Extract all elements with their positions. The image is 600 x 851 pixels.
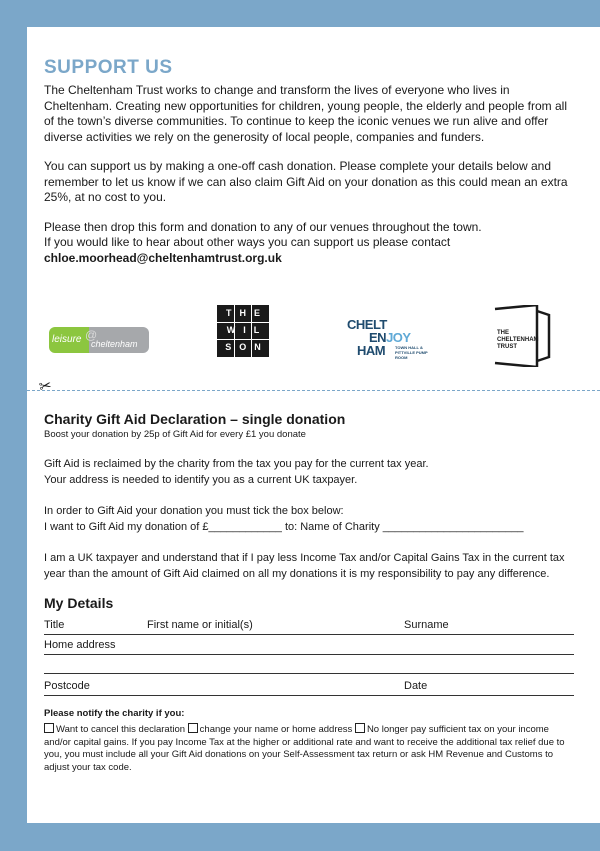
leisure-at-symbol: @	[85, 328, 98, 342]
wilson-row-3: SON	[225, 342, 269, 352]
cancel-declaration-checkbox[interactable]	[44, 723, 54, 733]
insufficient-tax-label: No longer pay sufficient tax on	[366, 724, 495, 735]
declaration-p1-line-a: Gift Aid is reclaimed by the charity from the tax you pay for the current tax year.	[44, 458, 429, 470]
leisure-text: leisure	[52, 334, 82, 345]
first-name-label: First name or initial(s)	[147, 619, 253, 631]
postcode-label: Postcode	[44, 680, 90, 692]
declaration-paragraph-2	[44, 503, 574, 535]
title-label: Title	[44, 619, 65, 631]
support-paragraph-2: You can support us by making a one-off cash donation. Please complete your details below and remember to let us know if we can also claim Gift Aid on your donation as this could mean an extra 25%, at no cost to you.	[44, 159, 568, 204]
declaration-title: Charity Gift Aid Declaration – single donation	[44, 411, 346, 427]
change-name-address-checkbox[interactable]	[188, 723, 198, 733]
postcode-row[interactable]	[44, 674, 574, 696]
address-row-2[interactable]	[44, 655, 574, 674]
support-paragraph-1: The Cheltenham Trust works to change and transform the lives of everyone who lives in Cheltenham. Creating new opportunities for children, young people, the elderly and people from all of the town’s diverse communities. To continue to keep the iconic venues we run alive and offer diverse activities we rely on the generosity of local people, companies and funders.	[44, 83, 567, 144]
leisure-at-cheltenham-logo	[49, 327, 149, 353]
enjoy-line-1: CHELT	[347, 317, 387, 332]
gift-aid-section	[44, 410, 574, 774]
enjoy-small-text: TOWN HALL & PITTVILLE PUMP ROOM	[395, 345, 428, 360]
wilson-row-1: THE	[226, 308, 268, 318]
support-heading: SUPPORT US	[44, 57, 173, 78]
change-name-address-label: change your name or home address	[199, 724, 353, 735]
declaration-subtitle: Boost your donation by 25p of Gift Aid for every £1 you donate	[44, 429, 306, 440]
trust-line-2: CHELTENHAM	[497, 337, 539, 343]
notify-rest: your income and/or capital gains. If you pay Income Tax at the higher or additional rate and want to receive the additional tax relief due to you, you must include all your Gift Aid donations on your Self-Assessment tax return or ask HM Revenue and Customs to adjust your tax code.	[44, 724, 565, 773]
support-paragraph-3b: If you would like to hear about other ways you can support us please contact	[44, 235, 451, 249]
support-paragraph-3a: Please then drop this form and donation to any of our venues throughout the town.	[44, 219, 482, 234]
trust-line-3: TRUST	[497, 344, 517, 350]
form-page	[27, 27, 600, 823]
wilson-row-2: WIL	[226, 325, 268, 335]
notify-text	[44, 723, 574, 774]
cheltenham-text: cheltenham	[91, 339, 138, 349]
surname-label: Surname	[404, 619, 449, 631]
address-label: Home address	[44, 639, 116, 651]
trust-line-1: THE	[497, 330, 509, 336]
taxpayer-statement: I am a UK taxpayer and understand that if I pay less Income Tax and/or Capital Gains Tax in the current tax year than the amount of Gift Aid claimed on all my donations it is my responsibility to pay any difference.	[44, 552, 565, 580]
notify-title: Please notify the charity if you:	[44, 708, 185, 719]
cut-line	[27, 390, 600, 393]
enjoy-line-3: HAM	[357, 343, 386, 358]
cheltenjoyham-logo	[347, 317, 437, 361]
enjoy-line-2a: EN	[369, 330, 387, 345]
name-row[interactable]	[44, 615, 574, 635]
support-section	[44, 57, 574, 266]
address-row[interactable]	[44, 635, 574, 655]
cancel-declaration-label: Want to cancel this declaration	[56, 724, 186, 735]
enjoy-line-2b: JOY	[386, 330, 411, 345]
donation-amount-line[interactable]: I want to Gift Aid my donation of £____________ to: Name of Charity _______________________	[44, 521, 524, 533]
insufficient-tax-checkbox[interactable]	[355, 723, 365, 733]
declaration-p2-line-a: In order to Gift Aid your donation you must tick the box below:	[44, 505, 344, 517]
venue-logos	[49, 305, 579, 367]
scissors-icon: ✂	[37, 377, 54, 396]
my-details-title: My Details	[44, 595, 114, 611]
the-wilson-logo	[217, 305, 269, 357]
declaration-p1-line-b: Your address is needed to identify you as a current UK taxpayer.	[44, 474, 358, 486]
date-label: Date	[404, 680, 428, 692]
declaration-paragraph-1	[44, 456, 574, 488]
cheltenham-trust-logo	[491, 305, 553, 367]
contact-email[interactable]: chloe.moorhead@cheltenhamtrust.org.uk	[44, 250, 282, 265]
